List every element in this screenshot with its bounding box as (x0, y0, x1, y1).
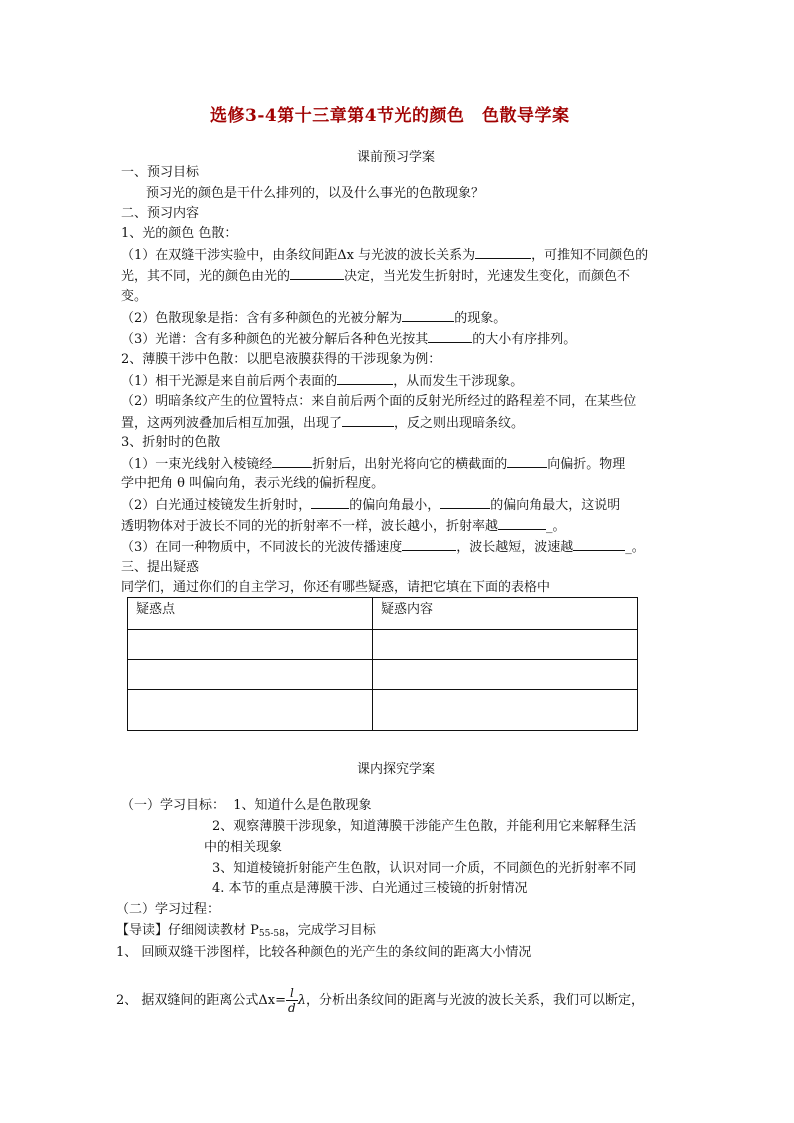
fill-blank[interactable] (272, 455, 312, 468)
q3-3-text-b: ，波长越短，波速越 (456, 540, 574, 555)
table-row (128, 630, 638, 660)
heading-preview-content: 二、预习内容 (121, 206, 200, 221)
q3-1-line1 (121, 455, 625, 473)
item-2-text-b: ，分析出条纹间的距离与光波的波长关系，我们可以断定， (305, 993, 644, 1008)
table-cell[interactable] (373, 630, 638, 660)
heading-doubts: 三、提出疑惑 (121, 560, 200, 575)
fill-blank[interactable] (337, 372, 393, 385)
q3-1-text-c: 向偏折。物理 (547, 457, 626, 472)
guide-text-b: ，完成学习目标 (284, 923, 376, 938)
q2-1-text-b: ，从而发生干涉现象。 (393, 374, 524, 389)
q1-1-text-b: ，可推知不同颜色的 (531, 248, 649, 263)
q1-3-line (121, 330, 576, 348)
table-header-cell: 疑惑点 (128, 598, 373, 630)
q2-1-text-a: （1）相干光源是来自前后两个表面的 (121, 374, 338, 389)
q3-2-text-c: 的偏向角最大，这说明 (490, 498, 621, 513)
q1-1-line3: 变。 (121, 289, 148, 304)
fill-blank[interactable] (311, 496, 349, 509)
table-cell[interactable] (128, 630, 373, 660)
guide-line (116, 922, 376, 943)
fill-blank[interactable] (428, 330, 472, 343)
q1-1-line2 (121, 267, 630, 285)
q1-1-text-e: 决定，当光发生折射时，光速发生变化，而颜色不 (344, 269, 631, 284)
fraction-numerator: l (286, 986, 298, 1001)
q1-2-line (121, 309, 506, 327)
table-header-cell: 疑惑内容 (373, 598, 638, 630)
q2-1-line (121, 372, 523, 390)
lambda-symbol: λ (297, 993, 306, 1008)
q3-2-text-d: 透明物体对于波长不同的光的折射率不一样，波长越小，折射率越 (121, 519, 499, 534)
goals-label: （一）学习目标： (121, 798, 226, 813)
fill-blank[interactable] (475, 246, 531, 259)
pre-class-heading: 课前预习学案 (357, 150, 436, 165)
q1-1-text-a: （1）在双缝干涉实验中，由条纹间距Δx 与光波的波长关系为 (121, 248, 476, 263)
table-cell[interactable] (373, 660, 638, 690)
doubt-table (127, 597, 638, 731)
section-1-title: 1、光的颜色 色散： (121, 226, 238, 241)
fraction-l-over-d (286, 986, 298, 1015)
table-header-row (128, 598, 638, 630)
section-3-title: 3、折射时的色散 (121, 435, 221, 450)
fill-blank[interactable] (290, 267, 344, 280)
q3-3-text-a: （3）在同一种物质中，不同波长的光波传播速度 (121, 540, 403, 555)
q1-2-text-b: 的现象。 (454, 311, 507, 326)
goal-2a: 2、观察薄膜干涉现象，知道薄膜干涉能产生色散，并能利用它来解释生活 (212, 819, 637, 834)
fraction-denominator: d (288, 1001, 296, 1015)
preview-goal-text: 预习光的颜色是干什么排列的，以及什么事光的色散现象？ (146, 186, 485, 201)
q1-2-text-a: （2）色散现象是指：含有多种颜色的光被分解为 (121, 311, 403, 326)
q3-2-text-b: 的偏向角最小， (349, 498, 441, 513)
section-2-title: 2、薄膜干涉中色散：以肥皂液膜获得的干涉现象为例： (121, 352, 442, 367)
q1-1-line1 (121, 246, 648, 264)
table-row (128, 660, 638, 690)
goal-2b: 中的相关现象 (204, 840, 283, 855)
goals-line1 (121, 797, 372, 814)
table-cell[interactable] (128, 690, 373, 731)
item-1: 1、 回顾双缝干涉图样，比较各种颜色的光产生的条纹间的距离大小情况 (116, 945, 532, 960)
q3-3-text-c: _。 (625, 540, 645, 555)
q2-2-line2 (121, 414, 524, 432)
item-2-text-a: 2、 据双缝间的距离公式Δx= (116, 993, 287, 1008)
fill-blank[interactable] (440, 496, 490, 509)
fill-blank[interactable] (507, 455, 547, 468)
table-cell[interactable] (128, 660, 373, 690)
q3-2-line1 (121, 496, 620, 514)
q3-1-line2: 学中把角 θ 叫偏向角，表示光线的偏折程度。 (121, 476, 385, 491)
q1-3-text-a: （3）光谱：含有多种颜色的光被分解后各种色光按其 (121, 332, 429, 347)
q3-2-text-e: _。 (546, 519, 566, 534)
q1-1-text-d: 不同，光的颜色由光的 (160, 269, 291, 284)
goal-1: 1、知道什么是色散现象 (233, 798, 372, 813)
process-heading: （二）学习过程： (116, 902, 221, 917)
fill-blank[interactable] (402, 538, 456, 551)
goal-4: 4. 本节的重点是薄膜干涉、白光通过三棱镜的折射情况 (212, 881, 528, 896)
page-title: 选修3-4第十三章第4节光的颜色 色散导学案 (210, 106, 570, 126)
fill-blank[interactable] (402, 309, 454, 322)
fill-blank[interactable] (498, 517, 546, 530)
q2-2-line1: （2）明暗条纹产生的位置特点：来自前后两个面的反射光所经过的路程差不同，在某些位 (121, 394, 637, 409)
q3-1-text-a: （1）一束光线射入棱镜经 (121, 457, 273, 472)
fill-blank[interactable] (573, 538, 625, 551)
guide-page-range: 55-58 (258, 929, 285, 939)
table-cell[interactable] (373, 690, 638, 731)
goal-3: 3、知道棱镜折射能产生色散，认识对同一介质，不同颜色的光折射率不同 (212, 861, 637, 876)
item-2 (116, 986, 644, 1015)
q3-3-line (121, 538, 645, 556)
fill-blank[interactable] (342, 414, 394, 427)
table-row (128, 690, 638, 731)
q2-2-text-c: ，反之则出现暗条纹。 (394, 416, 525, 431)
q2-2-text-b: 置，这两列波叠加后相互加强，出现了 (121, 416, 343, 431)
in-class-heading: 课内探究学案 (357, 762, 436, 777)
q1-3-text-b: 的大小有序排列。 (472, 332, 577, 347)
q3-2-text-a: （2）白光通过棱镜发生折射时， (121, 498, 312, 513)
q1-1-text-c: 光，其 (121, 269, 161, 284)
guide-text-a: 【导读】仔细阅读教材 P (116, 923, 259, 938)
q3-2-line2 (121, 517, 566, 535)
heading-preview-goal: 一、预习目标 (121, 165, 200, 180)
q3-1-text-b: 折射后，出射光将向它的横截面的 (312, 457, 508, 472)
doubt-intro: 同学们，通过你们的自主学习，你还有哪些疑惑，请把它填在下面的表格中 (121, 580, 551, 595)
